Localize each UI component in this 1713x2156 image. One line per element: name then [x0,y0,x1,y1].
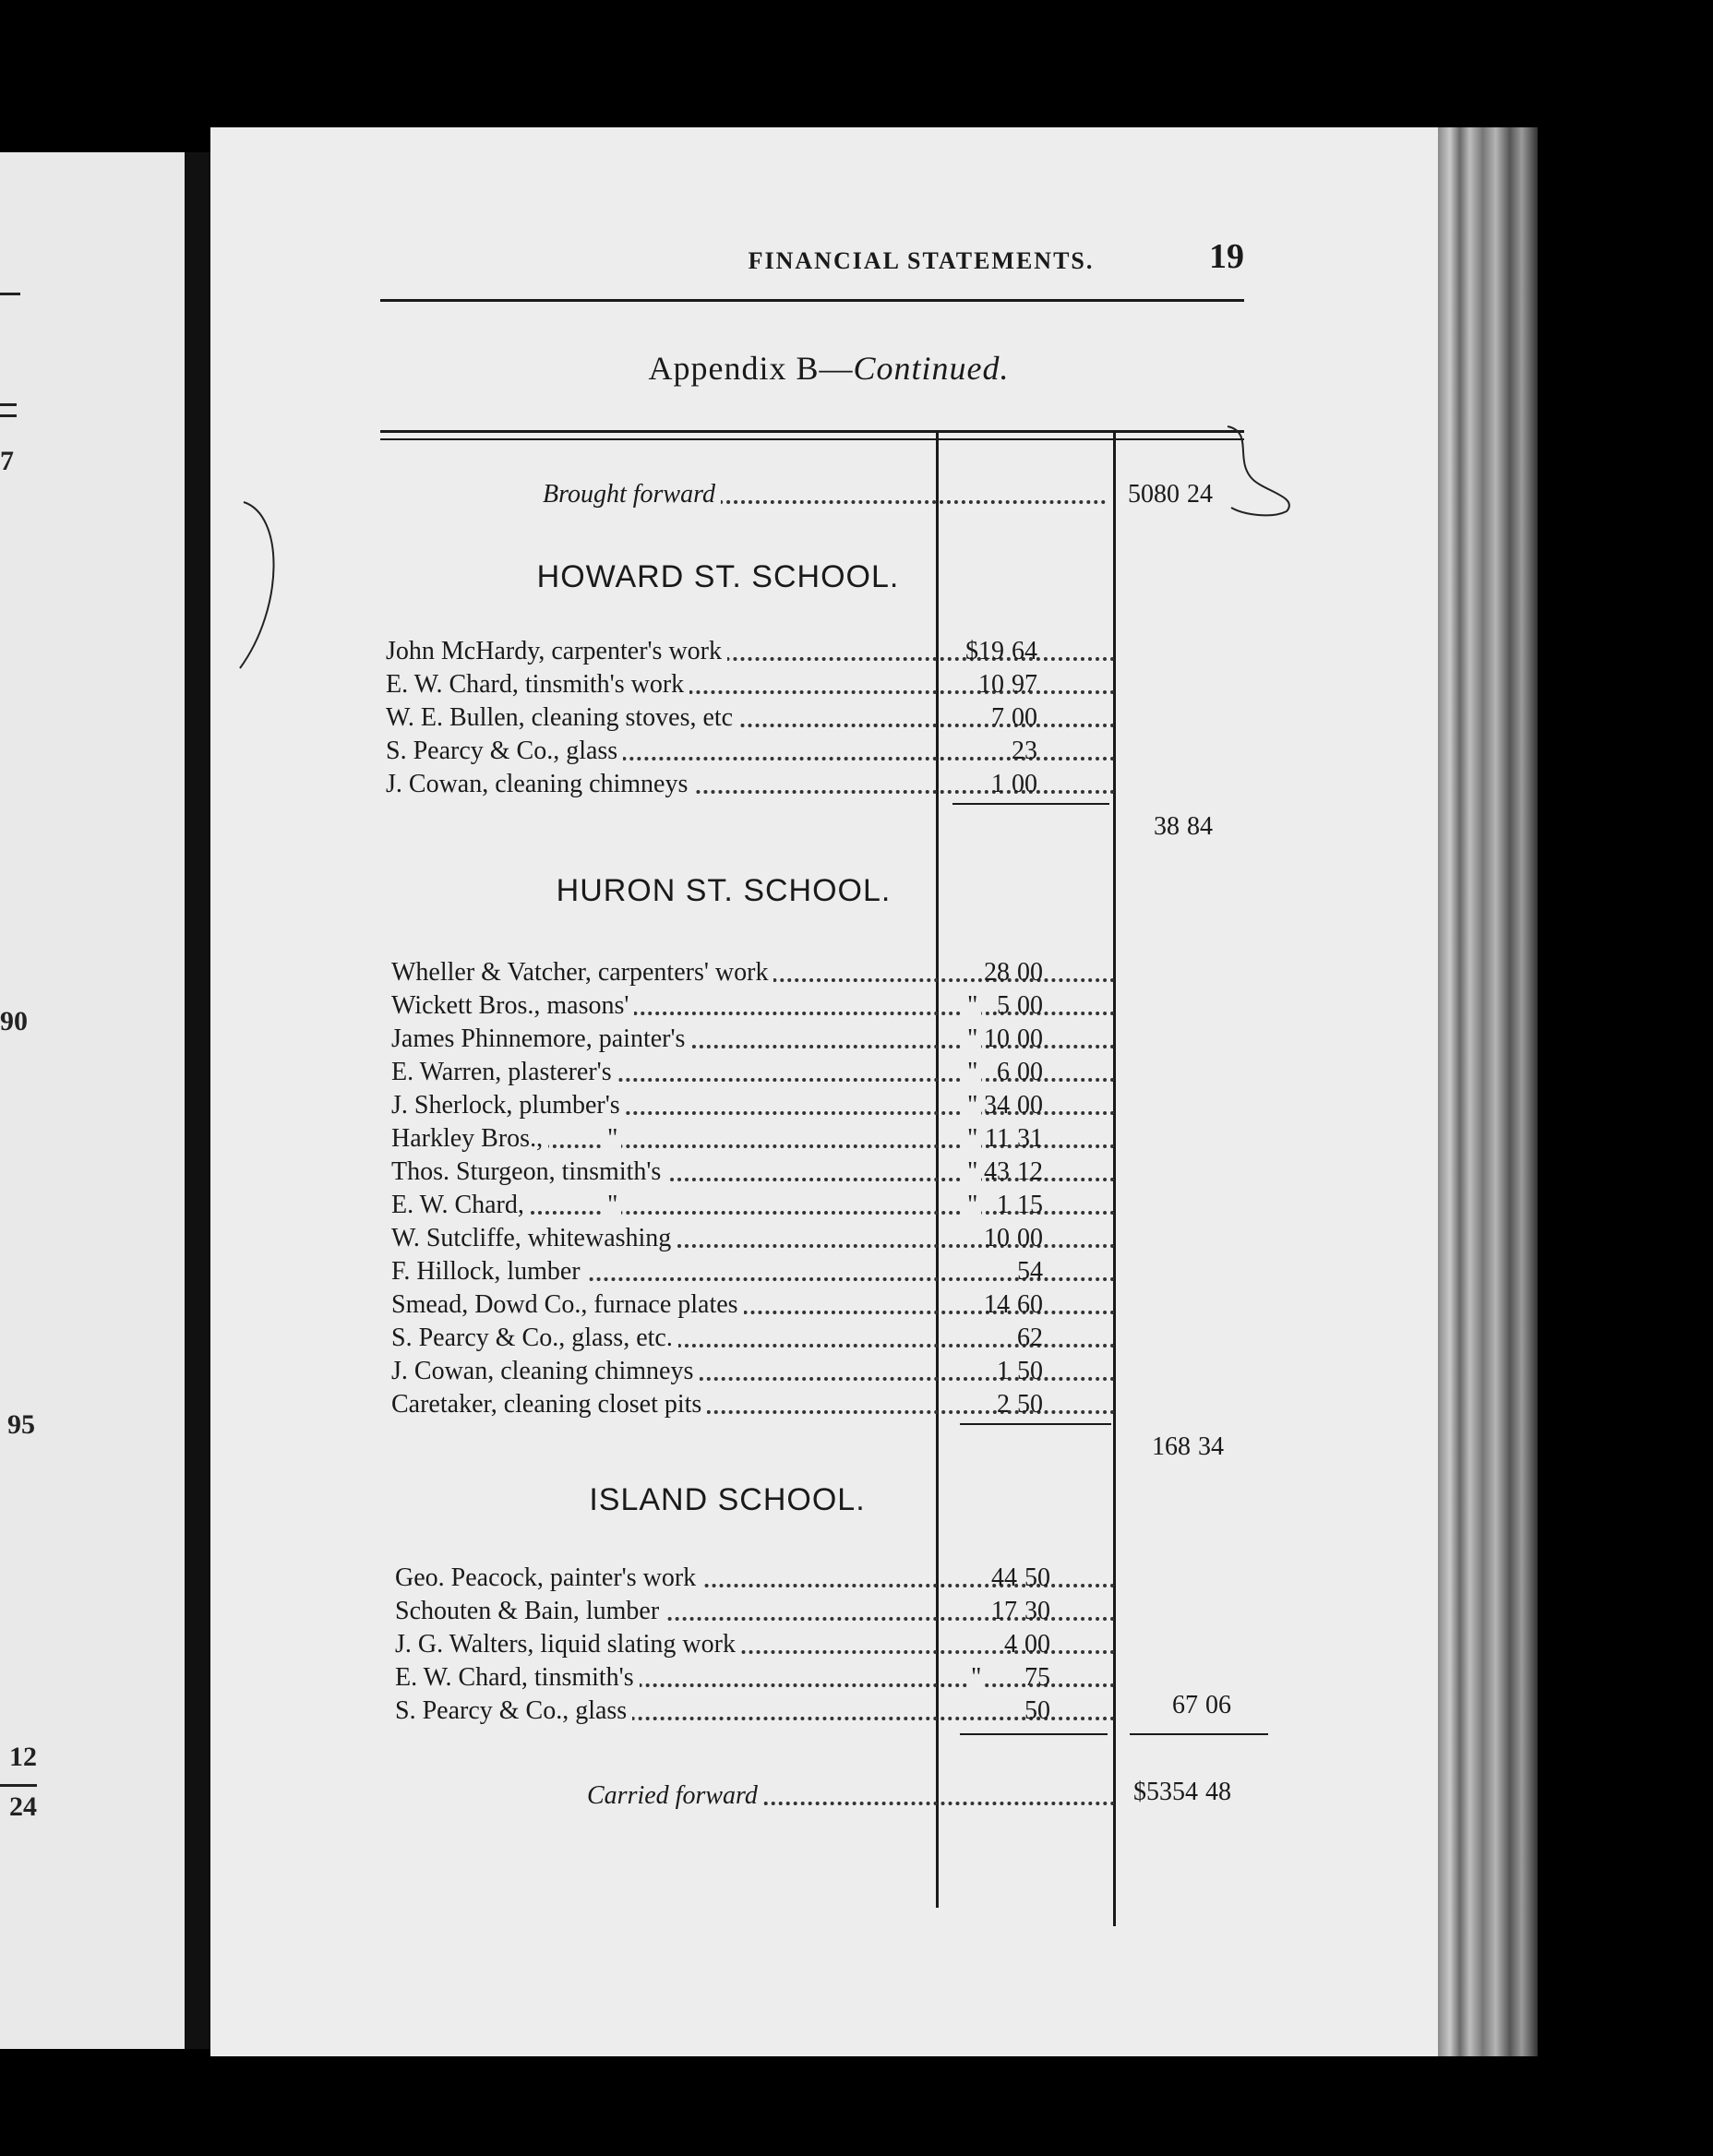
row-amount [927,1355,1058,1388]
amount-cents: 24 [1187,480,1213,509]
amount-cents: 50 [1017,1357,1043,1385]
amount-dollars: 1 [997,1357,1010,1385]
section-total [1108,1431,1239,1464]
row-amount [927,1388,1058,1421]
row-label: E. W. Chard, tinsmith's [395,1663,640,1692]
amount-cents: 00 [1024,1630,1050,1659]
amount-cents: 00 [1012,703,1037,732]
amount-cents: 50 [1017,1390,1043,1419]
ditto-mark: " [604,1189,621,1222]
row-label: J. Cowan, cleaning chimneys [391,1357,699,1385]
row-amount [927,989,1058,1023]
row-amount [934,1595,1065,1628]
ditto-mark: " [964,1089,981,1122]
running-title: FINANCIAL STATEMENTS. [748,247,1095,274]
row-label: J. G. Walters, liquid slating work [395,1630,741,1659]
ditto-mark: " [964,1156,981,1189]
amount-cents: 30 [1024,1597,1050,1625]
page-number: 19 [1209,237,1244,276]
amount-cents: 64 [1012,637,1037,665]
pencil-squiggle-mark [1226,423,1309,524]
amount-cents: 00 [1017,1024,1043,1053]
row-amount [934,1695,1065,1728]
amount-dollars: 5080 [1128,480,1180,509]
row-amount [927,1189,1058,1222]
ditto-mark: " [964,1023,981,1056]
amount-cents: 00 [1017,1058,1043,1086]
brought-forward-label: Brought forward [543,480,721,509]
row-label: E. W. Chard, tinsmith's work [386,670,689,699]
amount-cents: 00 [1017,1091,1043,1120]
amount-cents: 31 [1017,1124,1043,1153]
row-label: Schouten & Bain, lumber [395,1597,665,1625]
amount-dollars: 7 [991,703,1004,732]
amount-cents: 97 [1012,670,1037,699]
ledger-page [210,127,1438,2056]
facing-rule [0,1784,37,1787]
total-cents: 06 [1205,1691,1231,1719]
amount-cents: 50 [1024,1563,1050,1592]
amount-cents: 23 [1012,737,1037,765]
amount-cents: 60 [1017,1290,1043,1319]
facing-rule [0,403,17,406]
amount-cents: 00 [1017,1224,1043,1252]
row-label: J. Sherlock, plumber's [391,1091,626,1120]
row-amount [934,1661,1065,1695]
row-label: W. Sutcliffe, whitewashing [391,1224,677,1252]
amount-dollars: 10 [984,1024,1010,1053]
ditto-mark: " [604,1122,621,1156]
amount-dollars: 28 [984,958,1010,987]
row-amount [921,735,1052,768]
row-label: E. Warren, plasterer's [391,1058,617,1086]
section-total [1115,1689,1246,1722]
amount-cents: 50 [1024,1696,1050,1725]
brought-forward-row [543,478,1106,511]
amount-cents: 12 [1017,1157,1043,1186]
ditto-mark: " [967,1661,985,1695]
appendix-continued: Continued. [853,350,1010,387]
total-rule [1130,1733,1268,1735]
section-title: ISLAND SCHOOL. [589,1482,866,1517]
row-label: J. Cowan, cleaning chimneys [386,770,693,798]
total-dollars: 67 [1172,1691,1198,1719]
row-label: Wheller & Vatcher, carpenters' work [391,958,773,987]
total-cents: 34 [1198,1432,1224,1461]
amount-dollars: 44 [991,1563,1017,1592]
row-amount [927,1023,1058,1056]
row-amount [927,1089,1058,1122]
amount-dollars: 11 [985,1124,1010,1153]
ditto-mark: " [964,1189,981,1222]
amount-cents: 62 [1017,1324,1043,1352]
row-amount [921,668,1052,701]
row-amount [927,1156,1058,1189]
total-dollars: 38 [1154,812,1180,841]
row-amount [927,1288,1058,1322]
row-amount [927,1322,1058,1355]
amount-dollars: 1 [997,1191,1010,1219]
amount-dollars: 4 [1004,1630,1017,1659]
facing-fragment: 24 [9,1791,37,1822]
row-label: S. Pearcy & Co., glass [386,737,623,765]
total-rule [960,1733,1108,1735]
row-amount [921,701,1052,735]
book-gutter [185,152,210,2049]
row-amount [927,1056,1058,1089]
amount-dollars: 10 [978,670,1004,699]
amount-dollars: 6 [997,1058,1010,1086]
header-rule [380,299,1244,302]
ditto-mark: " [964,1122,981,1156]
amount-dollars: 2 [997,1390,1010,1419]
row-label: W. E. Bullen, cleaning stoves, etc [386,703,738,732]
amount-cents: 00 [1017,958,1043,987]
facing-fragment: 90 [0,1006,28,1036]
amount-dollars: 17 [991,1597,1017,1625]
section-title: HURON ST. SCHOOL. [556,873,892,908]
pencil-bracket-mark [238,497,293,681]
row-label: Harkley Bros., [391,1124,548,1153]
amount-dollars: 43 [984,1157,1010,1186]
carried-forward-row [587,1779,1115,1813]
subtotal-rule [952,803,1109,805]
carried-forward-label: Carried forward [587,1781,763,1810]
total-dollars: 168 [1152,1432,1191,1461]
amount-cents: 54 [1017,1257,1043,1286]
facing-rule [0,414,17,417]
row-label: James Phinnemore, painter's [391,1024,690,1053]
amount-dollars: 10 [984,1224,1010,1252]
row-label: F. Hillock, lumber [391,1257,586,1286]
total-cents: 84 [1187,812,1213,841]
appendix-heading [395,349,1263,388]
amount-dollars: 5 [997,991,1010,1020]
amount-dollars: 14 [984,1290,1010,1319]
row-label: Geo. Peacock, painter's work [395,1563,701,1592]
row-label: John McHardy, carpenter's work [386,637,727,665]
facing-fragment: 7 [0,446,14,476]
carried-forward-amount [1115,1776,1246,1809]
amount-cents: 48 [1205,1778,1231,1806]
row-label: Wickett Bros., masons' [391,991,634,1020]
row-amount [927,1122,1058,1156]
amount-dollars: $19 [965,637,1004,665]
facing-page [0,152,185,2049]
amount-cents: 00 [1017,991,1043,1020]
facing-rule [0,293,20,295]
row-amount [921,635,1052,668]
row-label: Thos. Sturgeon, tinsmith's [391,1157,666,1186]
appendix-label: Appendix B— [648,350,854,387]
page-edges [1438,127,1538,2056]
row-amount [927,956,1058,989]
row-amount [927,1222,1058,1255]
section-total [1096,810,1228,844]
row-label: Caretaker, cleaning closet pits [391,1390,707,1419]
row-label: Smead, Dowd Co., furnace plates [391,1290,744,1319]
amount-dollars: 1 [991,770,1004,798]
amount-dollars: $5354 [1133,1778,1198,1806]
facing-fragment: 12 [9,1742,37,1772]
row-label: S. Pearcy & Co., glass, etc. [391,1324,678,1352]
amount-cents: 75 [1024,1663,1050,1692]
amount-dollars: 34 [984,1091,1010,1120]
row-amount [921,768,1052,801]
subtotal-rule [960,1423,1111,1425]
ditto-mark: " [964,1056,981,1089]
ditto-mark: " [964,989,981,1023]
row-amount [927,1255,1058,1288]
row-label: S. Pearcy & Co., glass [395,1696,632,1725]
row-label: E. W. Chard, [391,1191,530,1219]
row-amount [934,1628,1065,1661]
section-title: HOWARD ST. SCHOOL. [536,559,900,594]
amount-cents: 15 [1017,1191,1043,1219]
brought-forward-amount [1096,478,1228,511]
row-amount [934,1562,1065,1595]
amount-cents: 00 [1012,770,1037,798]
facing-fragment: 95 [7,1409,35,1440]
